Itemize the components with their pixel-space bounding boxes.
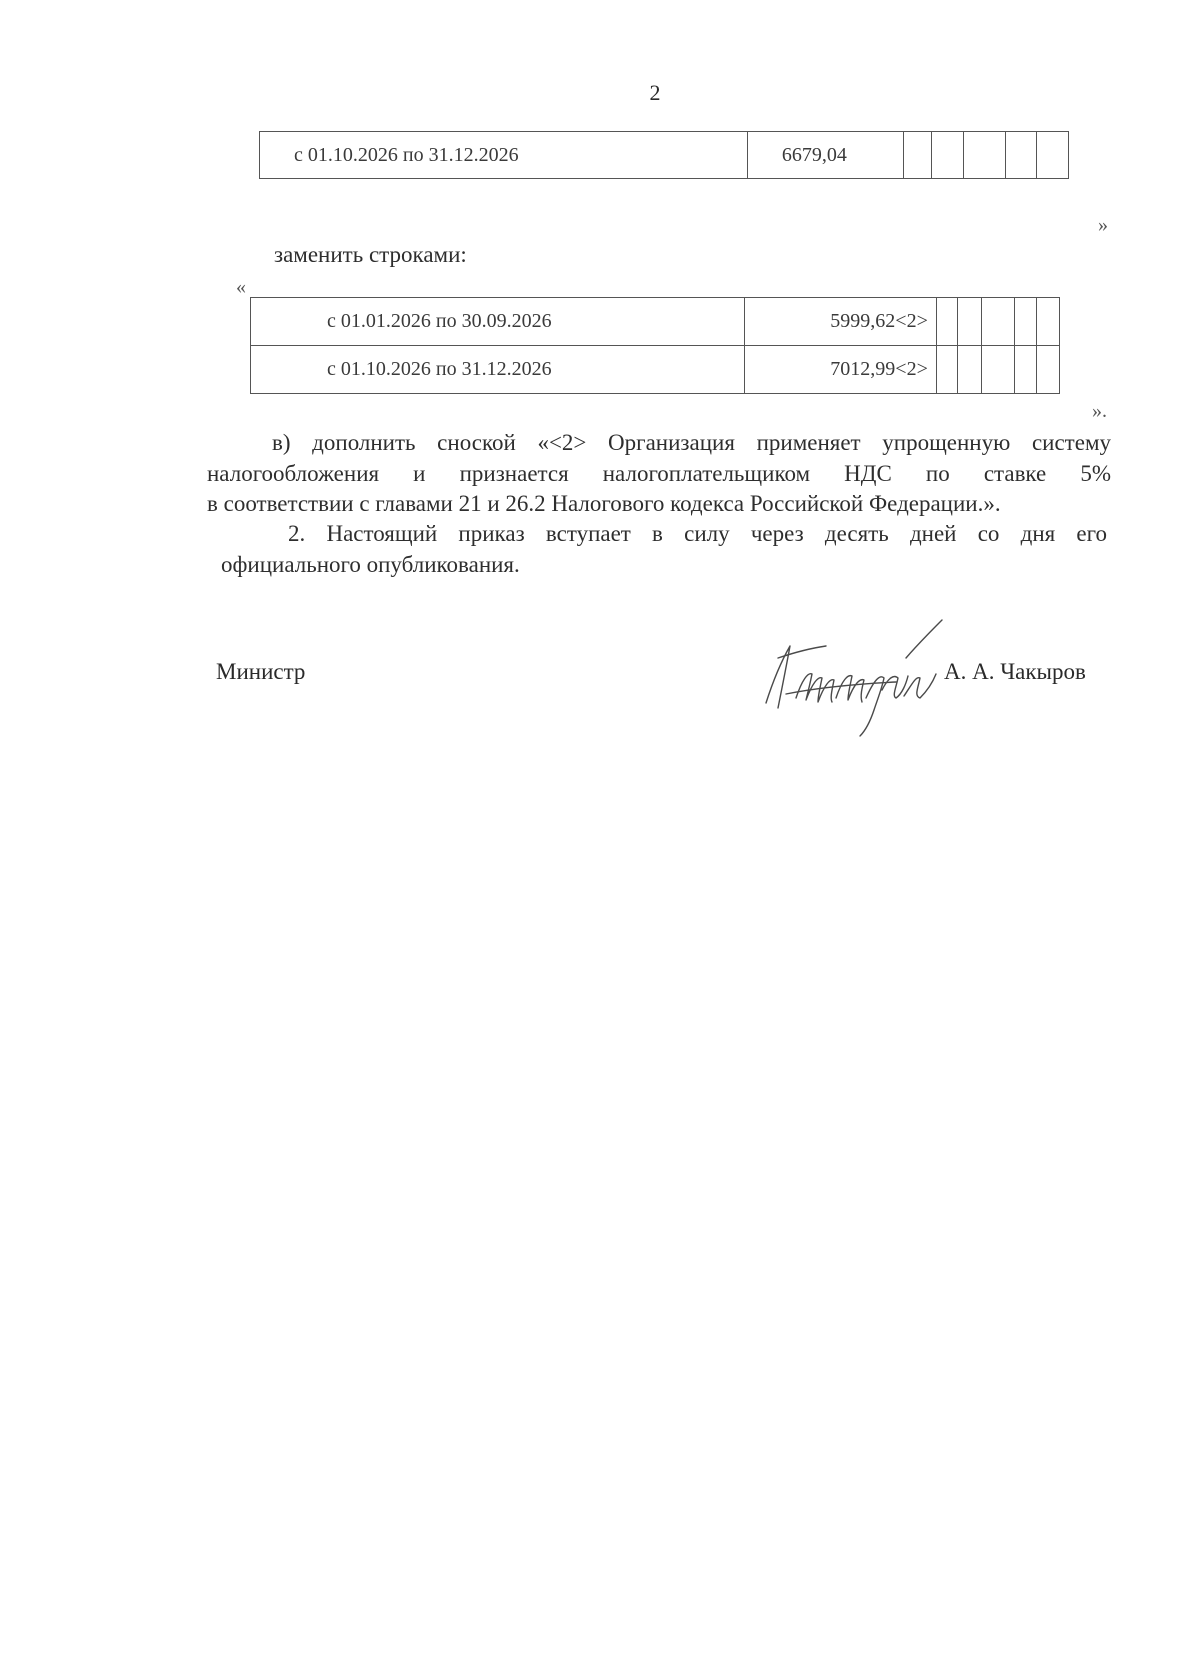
- period-cell: с 01.01.2026 по 30.09.2026: [251, 298, 745, 346]
- empty-cell: [1036, 298, 1059, 346]
- period-cell: с 01.10.2026 по 31.12.2026: [260, 132, 748, 179]
- empty-cell: [931, 132, 963, 179]
- value-cell: 6679,04: [747, 132, 903, 179]
- closing-quote: ».: [1092, 400, 1107, 422]
- empty-cell: [1015, 346, 1036, 394]
- period-cell: с 01.10.2026 по 31.12.2026: [251, 346, 745, 394]
- signatory-name: А. А. Чакыров: [944, 659, 1086, 684]
- table-row: [251, 346, 1060, 394]
- paragraph-line: в) дополнить сноской «<2> Организация применяет упрощенную систему: [272, 430, 1111, 455]
- table-row: [251, 298, 1060, 346]
- old-tariff-table: [259, 131, 1069, 179]
- new-tariff-table: [250, 297, 1060, 394]
- empty-cell: [1037, 132, 1069, 179]
- empty-cell: [958, 298, 981, 346]
- empty-cell: [936, 298, 957, 346]
- replace-label: заменить строками:: [274, 242, 467, 267]
- empty-cell: [1036, 346, 1059, 394]
- paragraph-line: налогообложения и признается налогоплательщиком НДС по ставке 5%: [207, 461, 1111, 486]
- paragraph-line: официального опубликования.: [221, 552, 520, 577]
- empty-cell: [1005, 132, 1037, 179]
- signatory-position: Министр: [216, 659, 306, 684]
- value-cell: 7012,99<2>: [744, 346, 936, 394]
- empty-cell: [963, 132, 1005, 179]
- opening-quote: «: [236, 276, 246, 298]
- empty-cell: [936, 346, 957, 394]
- empty-cell: [958, 346, 981, 394]
- closing-quote: »: [1098, 214, 1108, 236]
- empty-cell: [981, 346, 1015, 394]
- value-cell: 5999,62<2>: [744, 298, 936, 346]
- paragraph-line: в соответствии с главами 21 и 26.2 Налогового кодекса Российской Федерации.».: [207, 491, 1001, 516]
- empty-cell: [981, 298, 1015, 346]
- paragraph-line: 2. Настоящий приказ вступает в силу через десять дней со дня его: [288, 521, 1107, 546]
- page-number: 2: [649, 80, 661, 105]
- empty-cell: [904, 132, 932, 179]
- table-row: [260, 132, 1069, 179]
- handwritten-signature: [756, 618, 956, 738]
- empty-cell: [1015, 298, 1036, 346]
